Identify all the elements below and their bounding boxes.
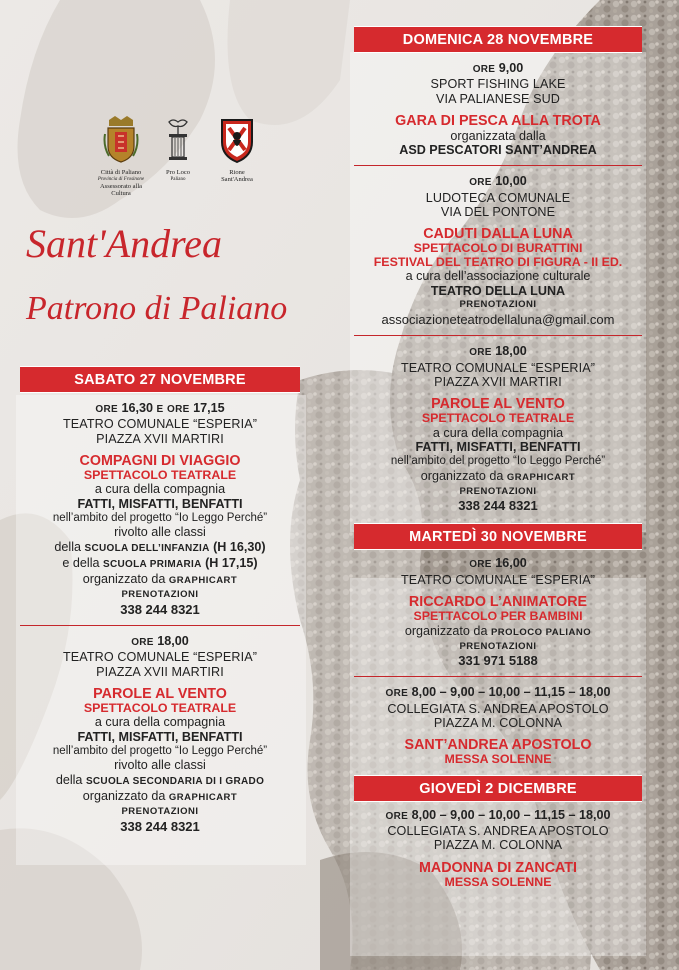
sunday-event-2 bbox=[354, 174, 642, 327]
event-organizer: organizzato da PROLOCO PALIANO bbox=[404, 623, 592, 638]
event-place: VIA PALIANESE SUD bbox=[436, 91, 560, 106]
logos-row bbox=[96, 116, 266, 196]
separator bbox=[354, 676, 642, 677]
comune-caption-2: Provincia di Frosinone bbox=[97, 177, 145, 182]
rione-shield-icon bbox=[219, 116, 255, 164]
event-organizer: organizzato da GRAPHICART bbox=[82, 788, 238, 803]
main-title bbox=[22, 207, 322, 347]
event-organizer: ASD PESCATORI SANT’ANDREA bbox=[399, 143, 597, 158]
sunday-event-1 bbox=[354, 61, 642, 157]
event-organizer-pre: organizzata dalla bbox=[450, 128, 546, 143]
event-title: SANT’ANDREA APOSTOLO bbox=[404, 737, 592, 754]
event-place: PIAZZA M. COLONNA bbox=[433, 838, 563, 853]
event-time: ORE 10,00 bbox=[469, 174, 527, 189]
event-place: PIAZZA M. COLONNA bbox=[433, 716, 563, 731]
event-venue: TEATRO COMUNALE “ESPERIA” bbox=[401, 360, 595, 375]
event-phone: 331 971 5188 bbox=[458, 653, 538, 669]
event-title: RICCARDO L’ANIMATORE bbox=[408, 594, 588, 611]
rione-logo bbox=[214, 116, 260, 183]
event-place: PIAZZA XVII MARTIRI bbox=[96, 431, 224, 446]
saturday-header: SABATO 27 NOVEMBRE bbox=[20, 366, 300, 393]
event-subtitle: MESSA SOLENNE bbox=[444, 874, 552, 889]
event-project: nell’ambito del progetto “Io Leggo Perché” bbox=[52, 745, 268, 758]
event-email-link[interactable]: associazioneteatrodellaluna@gmail.com bbox=[381, 312, 615, 328]
event-time: ORE 16,30 E ORE 17,15 bbox=[95, 401, 225, 415]
thursday-event-1 bbox=[354, 808, 642, 889]
saturday-event-1 bbox=[20, 401, 300, 617]
event-place: VIA DEL PONTONE bbox=[440, 205, 556, 220]
thursday-header: GIOVEDÌ 2 DICEMBRE bbox=[354, 775, 642, 802]
event-venue: SPORT FISHING LAKE bbox=[430, 77, 566, 92]
separator bbox=[354, 335, 642, 336]
event-company: FATTI, MISFATTI, BENFATTI bbox=[415, 439, 581, 454]
event-phone: 338 244 8321 bbox=[120, 818, 200, 834]
event-phone: 338 244 8321 bbox=[458, 498, 538, 514]
proloco-column-icon bbox=[163, 118, 193, 164]
event-booking-label: PRENOTAZIONI bbox=[459, 298, 537, 310]
event-time: ORE 18,00 bbox=[131, 634, 189, 649]
rione-caption-1: Rione bbox=[229, 169, 245, 176]
event-venue: TEATRO COMUNALE “ESPERIA” bbox=[63, 417, 257, 432]
event-curated: a cura della compagnia bbox=[94, 715, 226, 730]
event-title: CADUTI DALLA LUNA bbox=[423, 226, 573, 243]
title-line2: Patrono di Paliano bbox=[26, 290, 288, 327]
event-subtitle: SPETTACOLO TEATRALE bbox=[83, 700, 237, 715]
separator bbox=[354, 165, 642, 166]
event-place: PIAZZA XVII MARTIRI bbox=[96, 664, 224, 679]
event-booking-label: PRENOTAZIONI bbox=[459, 640, 537, 652]
event-school-2: e della SCUOLA PRIMARIA (H 17,15) bbox=[62, 555, 258, 570]
event-title: PAROLE AL VENTO bbox=[431, 396, 565, 413]
comune-logo bbox=[96, 116, 146, 197]
event-title: PAROLE AL VENTO bbox=[93, 685, 227, 702]
event-place: PIAZZA XVII MARTIRI bbox=[434, 374, 562, 389]
event-venue: COLLEGIATA S. ANDREA APOSTOLO bbox=[387, 824, 609, 839]
sunday-header: DOMENICA 28 NOVEMBRE bbox=[354, 26, 642, 53]
event-venue: TEATRO COMUNALE “ESPERIA” bbox=[401, 572, 595, 587]
event-venue: LUDOTECA COMUNALE bbox=[425, 190, 571, 205]
event-company: FATTI, MISFATTI, BENFATTI bbox=[77, 496, 243, 511]
event-venue: COLLEGIATA S. ANDREA APOSTOLO bbox=[387, 701, 609, 716]
event-school: della SCUOLA SECONDARIA DI I GRADO bbox=[55, 772, 265, 787]
event-time: ORE 8,00 – 9,00 – 10,00 – 11,15 – 18,00 bbox=[385, 807, 611, 822]
event-school-1: della SCUOLA DELL’INFANZIA (H 16,30) bbox=[54, 539, 266, 554]
event-title: MADONNA DI ZANCATI bbox=[418, 859, 578, 876]
proloco-caption-1: Pro Loco bbox=[165, 169, 190, 176]
event-company: FATTI, MISFATTI, BENFATTI bbox=[77, 729, 243, 744]
event-curated: a cura della compagnia bbox=[94, 482, 226, 497]
event-booking-label: PRENOTAZIONI bbox=[121, 589, 199, 601]
event-subtitle-2: FESTIVAL DEL TEATRO DI FIGURA - II ED. bbox=[373, 254, 623, 269]
separator bbox=[20, 625, 300, 626]
event-organizer: TEATRO DELLA LUNA bbox=[430, 283, 566, 298]
event-title: GARA DI PESCA ALLA TROTA bbox=[395, 112, 601, 129]
comune-crest-icon bbox=[103, 116, 139, 164]
event-time: ORE 8,00 – 9,00 – 10,00 – 11,15 – 18,00 bbox=[385, 685, 611, 700]
proloco-logo bbox=[158, 118, 198, 183]
comune-caption-3: Assessorato alla Cultura bbox=[99, 183, 143, 197]
event-subtitle: SPETTACOLO TEATRALE bbox=[421, 411, 575, 426]
event-time: ORE 9,00 bbox=[472, 61, 524, 75]
saturday-event-2 bbox=[20, 634, 300, 834]
saturday-column bbox=[20, 366, 300, 834]
tuesday-header: MARTEDÌ 30 NOVEMBRE bbox=[354, 523, 642, 550]
proloco-caption-2: Paliano bbox=[170, 177, 186, 182]
event-subtitle: SPETTACOLO PER BAMBINI bbox=[413, 609, 583, 624]
comune-caption-1: Città di Paliano bbox=[100, 169, 142, 176]
rione-caption-2: Sant'Andrea bbox=[221, 176, 253, 183]
event-phone: 338 244 8321 bbox=[120, 601, 200, 617]
event-subtitle: MESSA SOLENNE bbox=[444, 752, 552, 767]
event-organizer: organizzato da GRAPHICART bbox=[82, 572, 238, 587]
sunday-event-3 bbox=[354, 344, 642, 513]
event-booking-label: PRENOTAZIONI bbox=[121, 806, 199, 818]
event-target: rivolto alle classi bbox=[114, 525, 206, 540]
event-organizer: organizzato da GRAPHICART bbox=[420, 468, 576, 483]
event-title: COMPAGNI DI VIAGGIO bbox=[79, 452, 241, 469]
event-subtitle-1: SPETTACOLO DI BURATTINI bbox=[413, 241, 583, 256]
tuesday-event-1 bbox=[354, 556, 642, 668]
right-column bbox=[354, 26, 642, 889]
event-booking-label: PRENOTAZIONI bbox=[459, 485, 537, 497]
event-project: nell’ambito del progetto “Io Leggo Perché” bbox=[52, 511, 268, 524]
title-line1: Sant'Andrea bbox=[26, 221, 222, 266]
event-time: ORE 18,00 bbox=[469, 344, 527, 359]
event-time: ORE 16,00 bbox=[469, 556, 527, 571]
event-curated: a cura dell’associazione culturale bbox=[405, 269, 591, 284]
event-target: rivolto alle classi bbox=[114, 758, 206, 773]
tuesday-event-2 bbox=[354, 685, 642, 766]
event-subtitle: SPETTACOLO TEATRALE bbox=[83, 467, 237, 482]
event-curated: a cura della compagnia bbox=[432, 425, 564, 440]
event-project: nell’ambito del progetto “Io Leggo Perché” bbox=[390, 455, 606, 468]
event-venue: TEATRO COMUNALE “ESPERIA” bbox=[63, 650, 257, 665]
